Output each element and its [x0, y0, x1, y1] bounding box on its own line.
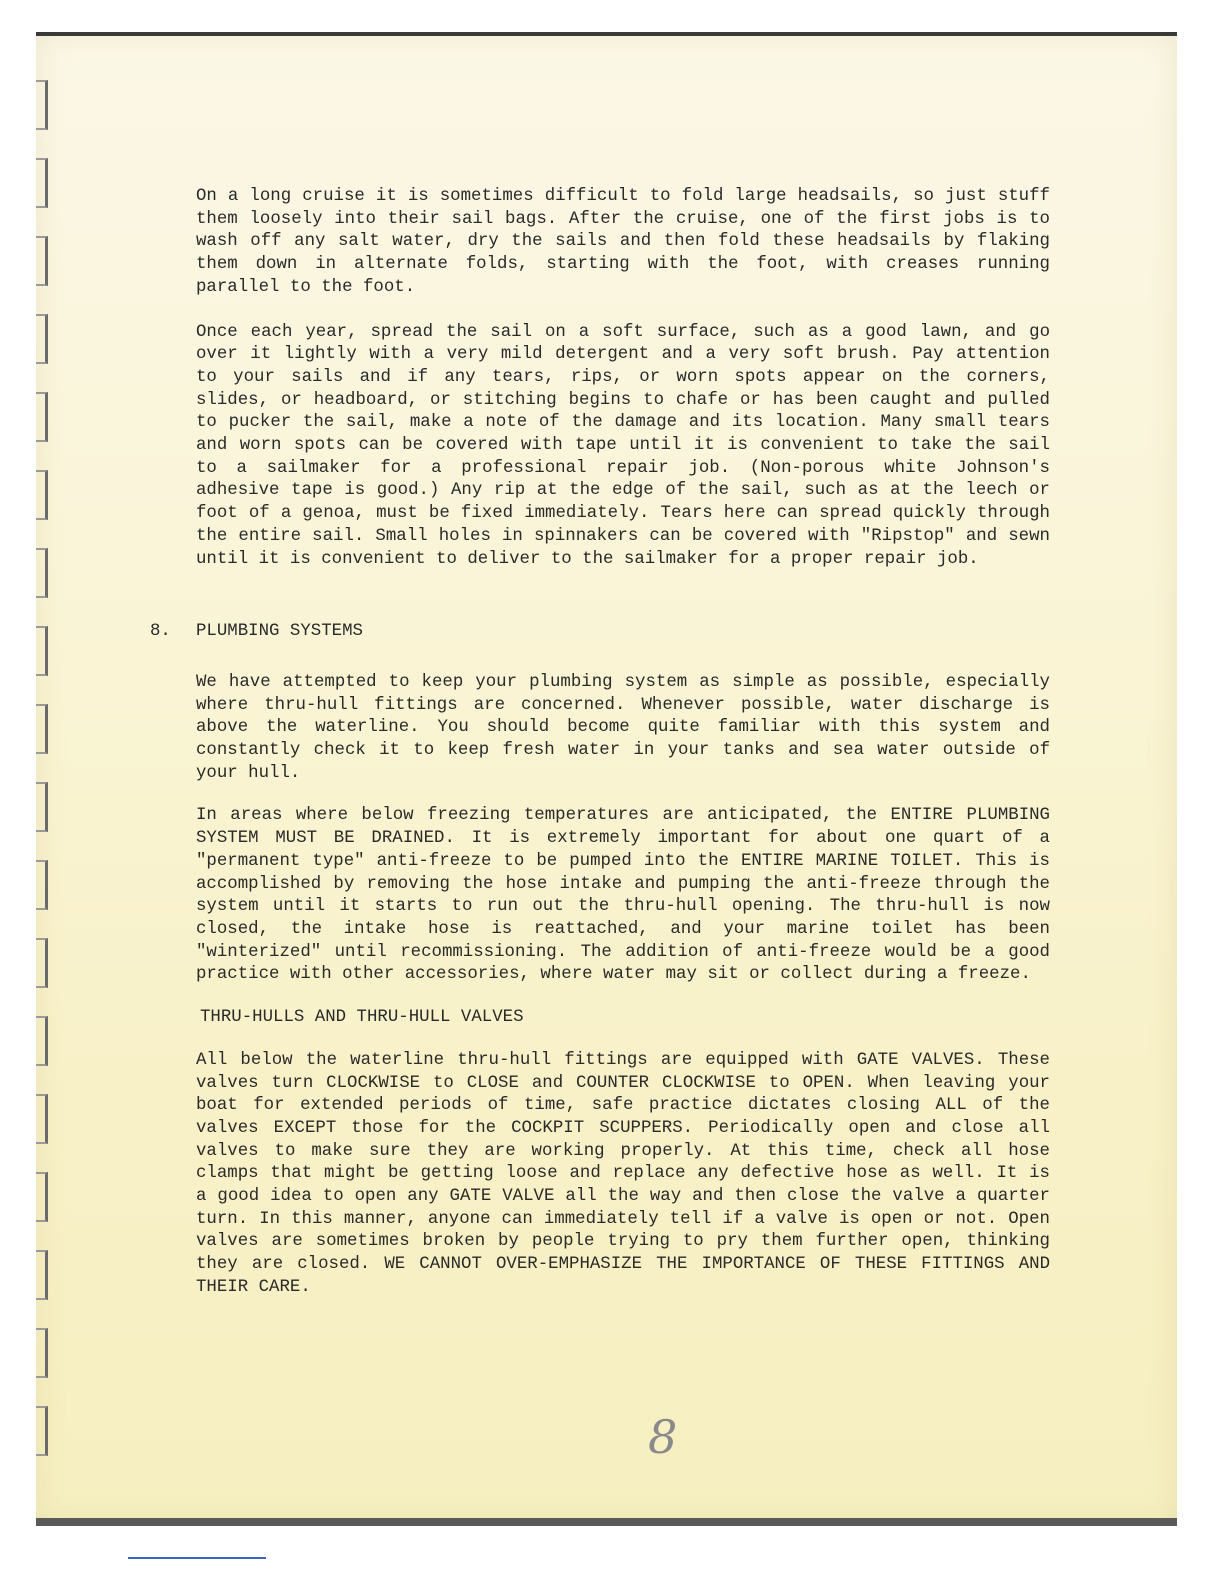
- section-title: PLUMBING SYSTEMS: [196, 622, 363, 642]
- binder-hole: [36, 938, 48, 988]
- paragraph-plumbing-intro: We have attempted to keep your plumbing system as simple as possible, especially where thru-hull fittings are concerned. Whenever possible, water discharge is above the waterline. You should become quite familiar with this system and constantly check it to keep fresh water in your tanks and sea water outside of your hull.: [196, 672, 1050, 783]
- binder-hole: [36, 1328, 48, 1378]
- binder-hole: [36, 782, 48, 832]
- binder-hole: [36, 704, 48, 754]
- section-heading-plumbing: [150, 621, 1050, 644]
- blue-underline-mark: [128, 1557, 266, 1559]
- binder-hole: [36, 1406, 48, 1456]
- binder-hole: [36, 470, 48, 520]
- binder-holes: [36, 70, 56, 1510]
- subheading-thru-hulls: THRU-HULLS AND THRU-HULL VALVES: [200, 1008, 524, 1028]
- binder-hole: [36, 548, 48, 598]
- page-top-edge: [36, 32, 1177, 36]
- binder-hole: [36, 860, 48, 910]
- binder-hole: [36, 392, 48, 442]
- section-number: 8.: [150, 622, 171, 642]
- paragraph-winterizing: In areas where below freezing temperatures are anticipated, the ENTIRE PLUMBING SYSTEM MUST BE DRAINED. It is extremely important for about one quart of a "permanent type" anti-freeze to be pumped into the ENTIRE MARINE TOILET. This is accomplished by removing the hose intake and pumping the anti-freeze through the system until it starts to run out the thru-hull opening. The thru-hull is now closed, the intake hose is reattached, and your marine toilet has been "winterized" until recommissioning. The addition of anti-freeze would be a good practice with other accessories, where water may sit or collect during a freeze.: [196, 806, 1050, 985]
- binder-hole: [36, 236, 48, 286]
- paragraph-gate-valves: All below the waterline thru-hull fittings are equipped with GATE VALVES. These valves turn CLOCKWISE to CLOSE and COUNTER CLOCKWISE to OPEN. When leaving your boat for extended periods of time, safe practice dictates closing ALL of the valves EXCEPT those for the COCKPIT SCUPPERS. Periodically open and close all valves to make sure they are working properly. At this time, check all hose clamps that might be getting loose and replace any defective hose as well. It is a good idea to open any GATE VALVE all the way and then close the valve a quarter turn. In this manner, anyone can immediately tell if a valve is open or not. Open valves are sometimes broken by people trying to pry them further open, thinking they are closed. WE CANNOT OVER-EMPHASIZE THE IMPORTANCE OF THESE FITTINGS AND THEIR CARE.: [196, 1050, 1050, 1297]
- page-bottom-edge: [36, 1518, 1177, 1526]
- paragraph-folding-headsails: On a long cruise it is sometimes difficult to fold large headsails, so just stuff them loosely into their sail bags. After the cruise, one of the first jobs is to wash off any salt water, dry the sails and then fold these headsails by flaking them down in alternate folds, starting with the foot, with creases running parallel to the foot.: [196, 187, 1050, 297]
- binder-hole: [36, 158, 48, 208]
- binder-hole: [36, 1016, 48, 1066]
- binder-hole: [36, 80, 48, 130]
- binder-hole: [36, 1094, 48, 1144]
- handwritten-page-number: 8: [648, 1410, 678, 1464]
- binder-hole: [36, 626, 48, 676]
- binder-hole: [36, 314, 48, 364]
- binder-hole: [36, 1172, 48, 1222]
- binder-hole: [36, 1250, 48, 1300]
- paragraph-sail-care: Once each year, spread the sail on a soft surface, such as a good lawn, and go over it lightly with a very mild detergent and a very soft brush. Pay attention to your sails and if any tears, rips, or worn spots appear on the corners, slides, or headboard, or stitching begins to chafe or has been caught and pulled to pucker the sail, make a note of the damage and its location. Many small tears and worn spots can be covered with tape until it is convenient to take the sail to a sailmaker for a professional repair job. (Non-porous white Johnson's adhesive tape is good.) Any rip at the edge of the sail, such as at the leech or foot of a genoa, must be fixed immediately. Tears here can spread quickly through the entire sail. Small holes in spinnakers can be covered with "Ripstop" and sewn until it is convenient to deliver to the sailmaker for a proper repair job.: [196, 322, 1050, 569]
- document-body: [150, 186, 1050, 1300]
